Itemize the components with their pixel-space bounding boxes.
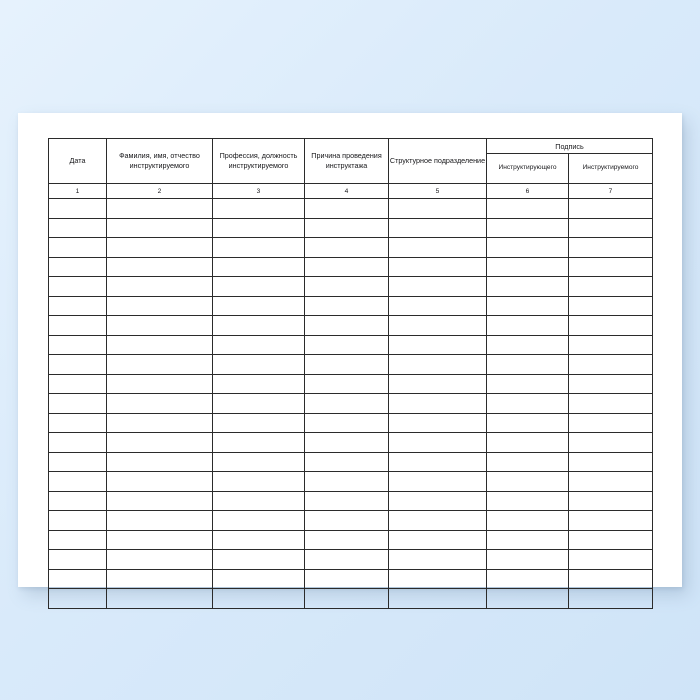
table-cell-empty[interactable] [49, 355, 107, 375]
table-cell-empty[interactable] [305, 277, 389, 297]
table-cell-empty[interactable] [213, 257, 305, 277]
table-cell-empty[interactable] [213, 374, 305, 394]
table-cell-empty[interactable] [569, 316, 653, 336]
table-cell-empty[interactable] [389, 413, 487, 433]
table-cell-empty[interactable] [107, 589, 213, 609]
table-cell-empty[interactable] [49, 491, 107, 511]
column-header-department: Структурное подразделение [389, 139, 487, 184]
table-cell-empty[interactable] [107, 257, 213, 277]
table-cell-empty[interactable] [305, 394, 389, 414]
table-row[interactable] [49, 569, 653, 589]
table-cell-empty[interactable] [305, 257, 389, 277]
table-cell-empty[interactable] [49, 530, 107, 550]
table-cell-empty[interactable] [487, 374, 569, 394]
table-cell-empty[interactable] [389, 355, 487, 375]
table-cell-empty[interactable] [107, 491, 213, 511]
table-cell-empty[interactable] [213, 355, 305, 375]
table-cell-empty[interactable] [213, 452, 305, 472]
header-row-numbers [49, 184, 653, 199]
table-cell-empty[interactable] [107, 296, 213, 316]
table-cell-empty[interactable] [107, 511, 213, 531]
table-row[interactable] [49, 452, 653, 472]
column-header-signature-instructor: Инструктирующего [487, 154, 569, 184]
table-cell-empty[interactable] [389, 589, 487, 609]
table-cell-empty[interactable] [569, 433, 653, 453]
table-cell-empty[interactable] [487, 472, 569, 492]
table-cell-empty[interactable] [213, 335, 305, 355]
table-cell-empty[interactable] [487, 199, 569, 219]
table-cell-empty[interactable] [389, 277, 487, 297]
table-cell-empty[interactable] [49, 257, 107, 277]
table-row[interactable] [49, 277, 653, 297]
table-cell-empty[interactable] [569, 569, 653, 589]
table-row[interactable] [49, 472, 653, 492]
table-cell-empty[interactable] [213, 569, 305, 589]
table-cell-empty[interactable] [213, 550, 305, 570]
table-cell-empty[interactable] [213, 530, 305, 550]
table-cell-empty[interactable] [213, 472, 305, 492]
table-cell-empty[interactable] [487, 452, 569, 472]
table-cell-empty[interactable] [389, 316, 487, 336]
table-cell-empty[interactable] [213, 296, 305, 316]
table-row[interactable] [49, 589, 653, 609]
paper-sheet [18, 113, 682, 587]
table-cell-empty[interactable] [389, 394, 487, 414]
table-cell-empty[interactable] [569, 199, 653, 219]
table-cell-empty[interactable] [389, 296, 487, 316]
table-body [49, 199, 653, 609]
table-cell-empty[interactable] [389, 335, 487, 355]
table-cell-empty[interactable] [569, 238, 653, 258]
table-cell-empty[interactable] [49, 238, 107, 258]
table-cell-empty[interactable] [569, 257, 653, 277]
table-row[interactable] [49, 218, 653, 238]
table-cell-empty[interactable] [107, 238, 213, 258]
table-cell-empty[interactable] [389, 433, 487, 453]
table-row[interactable] [49, 296, 653, 316]
table-cell-empty[interactable] [49, 296, 107, 316]
table-cell-empty[interactable] [213, 413, 305, 433]
column-header-profession: Профессия, должность инструктируемого [213, 139, 305, 184]
table-cell-empty[interactable] [487, 433, 569, 453]
table-cell-empty[interactable] [49, 511, 107, 531]
table-cell-empty[interactable] [487, 277, 569, 297]
table-cell-empty[interactable] [487, 257, 569, 277]
table-cell-empty[interactable] [305, 296, 389, 316]
table-cell-empty[interactable] [389, 238, 487, 258]
table-cell-empty[interactable] [107, 374, 213, 394]
table-cell-empty[interactable] [569, 374, 653, 394]
table-cell-empty[interactable] [305, 374, 389, 394]
table-cell-empty[interactable] [305, 218, 389, 238]
column-header-signature-group: Подпись [487, 139, 653, 154]
table-cell-empty[interactable] [389, 199, 487, 219]
table-cell-empty[interactable] [569, 413, 653, 433]
table-cell-empty[interactable] [487, 316, 569, 336]
column-number-3: 3 [213, 184, 305, 199]
table-cell-empty[interactable] [213, 316, 305, 336]
table-cell-empty[interactable] [107, 355, 213, 375]
table-cell-empty[interactable] [107, 413, 213, 433]
table-cell-empty[interactable] [389, 218, 487, 238]
table-cell-empty[interactable] [107, 277, 213, 297]
table-cell-empty[interactable] [213, 394, 305, 414]
table-cell-empty[interactable] [49, 472, 107, 492]
table-header [49, 139, 653, 199]
table-cell-empty[interactable] [569, 296, 653, 316]
table-cell-empty[interactable] [49, 316, 107, 336]
table-cell-empty[interactable] [389, 491, 487, 511]
table-cell-empty[interactable] [389, 257, 487, 277]
table-cell-empty[interactable] [305, 550, 389, 570]
table-cell-empty[interactable] [487, 530, 569, 550]
table-cell-empty[interactable] [107, 530, 213, 550]
table-cell-empty[interactable] [213, 589, 305, 609]
table-cell-empty[interactable] [487, 511, 569, 531]
table-cell-empty[interactable] [569, 472, 653, 492]
table-cell-empty[interactable] [305, 530, 389, 550]
journal-table [48, 138, 653, 609]
table-cell-empty[interactable] [49, 589, 107, 609]
table-cell-empty[interactable] [107, 316, 213, 336]
table-cell-empty[interactable] [569, 355, 653, 375]
table-cell-empty[interactable] [389, 550, 487, 570]
table-cell-empty[interactable] [487, 569, 569, 589]
table-cell-empty[interactable] [213, 511, 305, 531]
table-cell-empty[interactable] [305, 355, 389, 375]
table-cell-empty[interactable] [305, 491, 389, 511]
table-cell-empty[interactable] [107, 335, 213, 355]
table-cell-empty[interactable] [305, 452, 389, 472]
table-cell-empty[interactable] [305, 589, 389, 609]
column-number-1: 1 [49, 184, 107, 199]
table-row[interactable] [49, 530, 653, 550]
table-cell-empty[interactable] [213, 491, 305, 511]
column-header-signature-instructed: Инструктируемого [569, 154, 653, 184]
table-cell-empty[interactable] [487, 355, 569, 375]
table-cell-empty[interactable] [569, 530, 653, 550]
column-number-2: 2 [107, 184, 213, 199]
table-cell-empty[interactable] [213, 199, 305, 219]
table-row[interactable] [49, 491, 653, 511]
column-number-4: 4 [305, 184, 389, 199]
table-cell-empty[interactable] [49, 569, 107, 589]
table-cell-empty[interactable] [305, 199, 389, 219]
table-cell-empty[interactable] [569, 550, 653, 570]
column-number-6: 6 [487, 184, 569, 199]
table-cell-empty[interactable] [487, 335, 569, 355]
journal-table-container [48, 138, 652, 609]
table-cell-empty[interactable] [305, 472, 389, 492]
table-cell-empty[interactable] [389, 511, 487, 531]
table-cell-empty[interactable] [487, 218, 569, 238]
table-cell-empty[interactable] [569, 511, 653, 531]
column-number-5: 5 [389, 184, 487, 199]
table-cell-empty[interactable] [487, 491, 569, 511]
table-cell-empty[interactable] [107, 394, 213, 414]
table-row[interactable] [49, 335, 653, 355]
table-cell-empty[interactable] [487, 550, 569, 570]
table-cell-empty[interactable] [49, 413, 107, 433]
table-cell-empty[interactable] [305, 433, 389, 453]
table-cell-empty[interactable] [569, 335, 653, 355]
table-cell-empty[interactable] [569, 218, 653, 238]
table-cell-empty[interactable] [487, 589, 569, 609]
table-cell-empty[interactable] [569, 394, 653, 414]
table-cell-empty[interactable] [107, 199, 213, 219]
table-cell-empty[interactable] [569, 589, 653, 609]
table-row[interactable] [49, 413, 653, 433]
table-row[interactable] [49, 199, 653, 219]
table-cell-empty[interactable] [305, 238, 389, 258]
table-row[interactable] [49, 511, 653, 531]
table-row[interactable] [49, 257, 653, 277]
table-row[interactable] [49, 433, 653, 453]
table-cell-empty[interactable] [213, 238, 305, 258]
table-cell-empty[interactable] [107, 218, 213, 238]
table-row[interactable] [49, 394, 653, 414]
table-cell-empty[interactable] [107, 433, 213, 453]
table-row[interactable] [49, 316, 653, 336]
table-cell-empty[interactable] [49, 433, 107, 453]
table-row[interactable] [49, 550, 653, 570]
table-cell-empty[interactable] [389, 569, 487, 589]
table-cell-empty[interactable] [213, 433, 305, 453]
table-cell-empty[interactable] [305, 511, 389, 531]
table-cell-empty[interactable] [389, 472, 487, 492]
table-cell-empty[interactable] [213, 218, 305, 238]
table-cell-empty[interactable] [213, 277, 305, 297]
table-cell-empty[interactable] [487, 238, 569, 258]
table-cell-empty[interactable] [569, 491, 653, 511]
table-cell-empty[interactable] [49, 550, 107, 570]
table-cell-empty[interactable] [107, 569, 213, 589]
column-header-fullname: Фамилия, имя, отчество инструктируемого [107, 139, 213, 184]
table-cell-empty[interactable] [49, 218, 107, 238]
table-cell-empty[interactable] [305, 316, 389, 336]
table-cell-empty[interactable] [49, 277, 107, 297]
table-cell-empty[interactable] [49, 199, 107, 219]
table-cell-empty[interactable] [107, 452, 213, 472]
column-number-7: 7 [569, 184, 653, 199]
table-cell-empty[interactable] [49, 452, 107, 472]
table-row[interactable] [49, 374, 653, 394]
header-row-titles [49, 139, 653, 154]
column-header-reason: Причина проведения инструктажа [305, 139, 389, 184]
table-cell-empty[interactable] [569, 452, 653, 472]
table-cell-empty[interactable] [107, 550, 213, 570]
table-cell-empty[interactable] [487, 296, 569, 316]
table-row[interactable] [49, 355, 653, 375]
table-cell-empty[interactable] [569, 277, 653, 297]
table-cell-empty[interactable] [389, 530, 487, 550]
table-cell-empty[interactable] [389, 374, 487, 394]
table-cell-empty[interactable] [49, 394, 107, 414]
table-cell-empty[interactable] [389, 452, 487, 472]
table-cell-empty[interactable] [305, 569, 389, 589]
table-cell-empty[interactable] [305, 335, 389, 355]
table-row[interactable] [49, 238, 653, 258]
table-cell-empty[interactable] [305, 413, 389, 433]
table-cell-empty[interactable] [49, 374, 107, 394]
table-cell-empty[interactable] [487, 394, 569, 414]
table-cell-empty[interactable] [49, 335, 107, 355]
table-cell-empty[interactable] [487, 413, 569, 433]
table-cell-empty[interactable] [107, 472, 213, 492]
column-header-date: Дата [49, 139, 107, 184]
